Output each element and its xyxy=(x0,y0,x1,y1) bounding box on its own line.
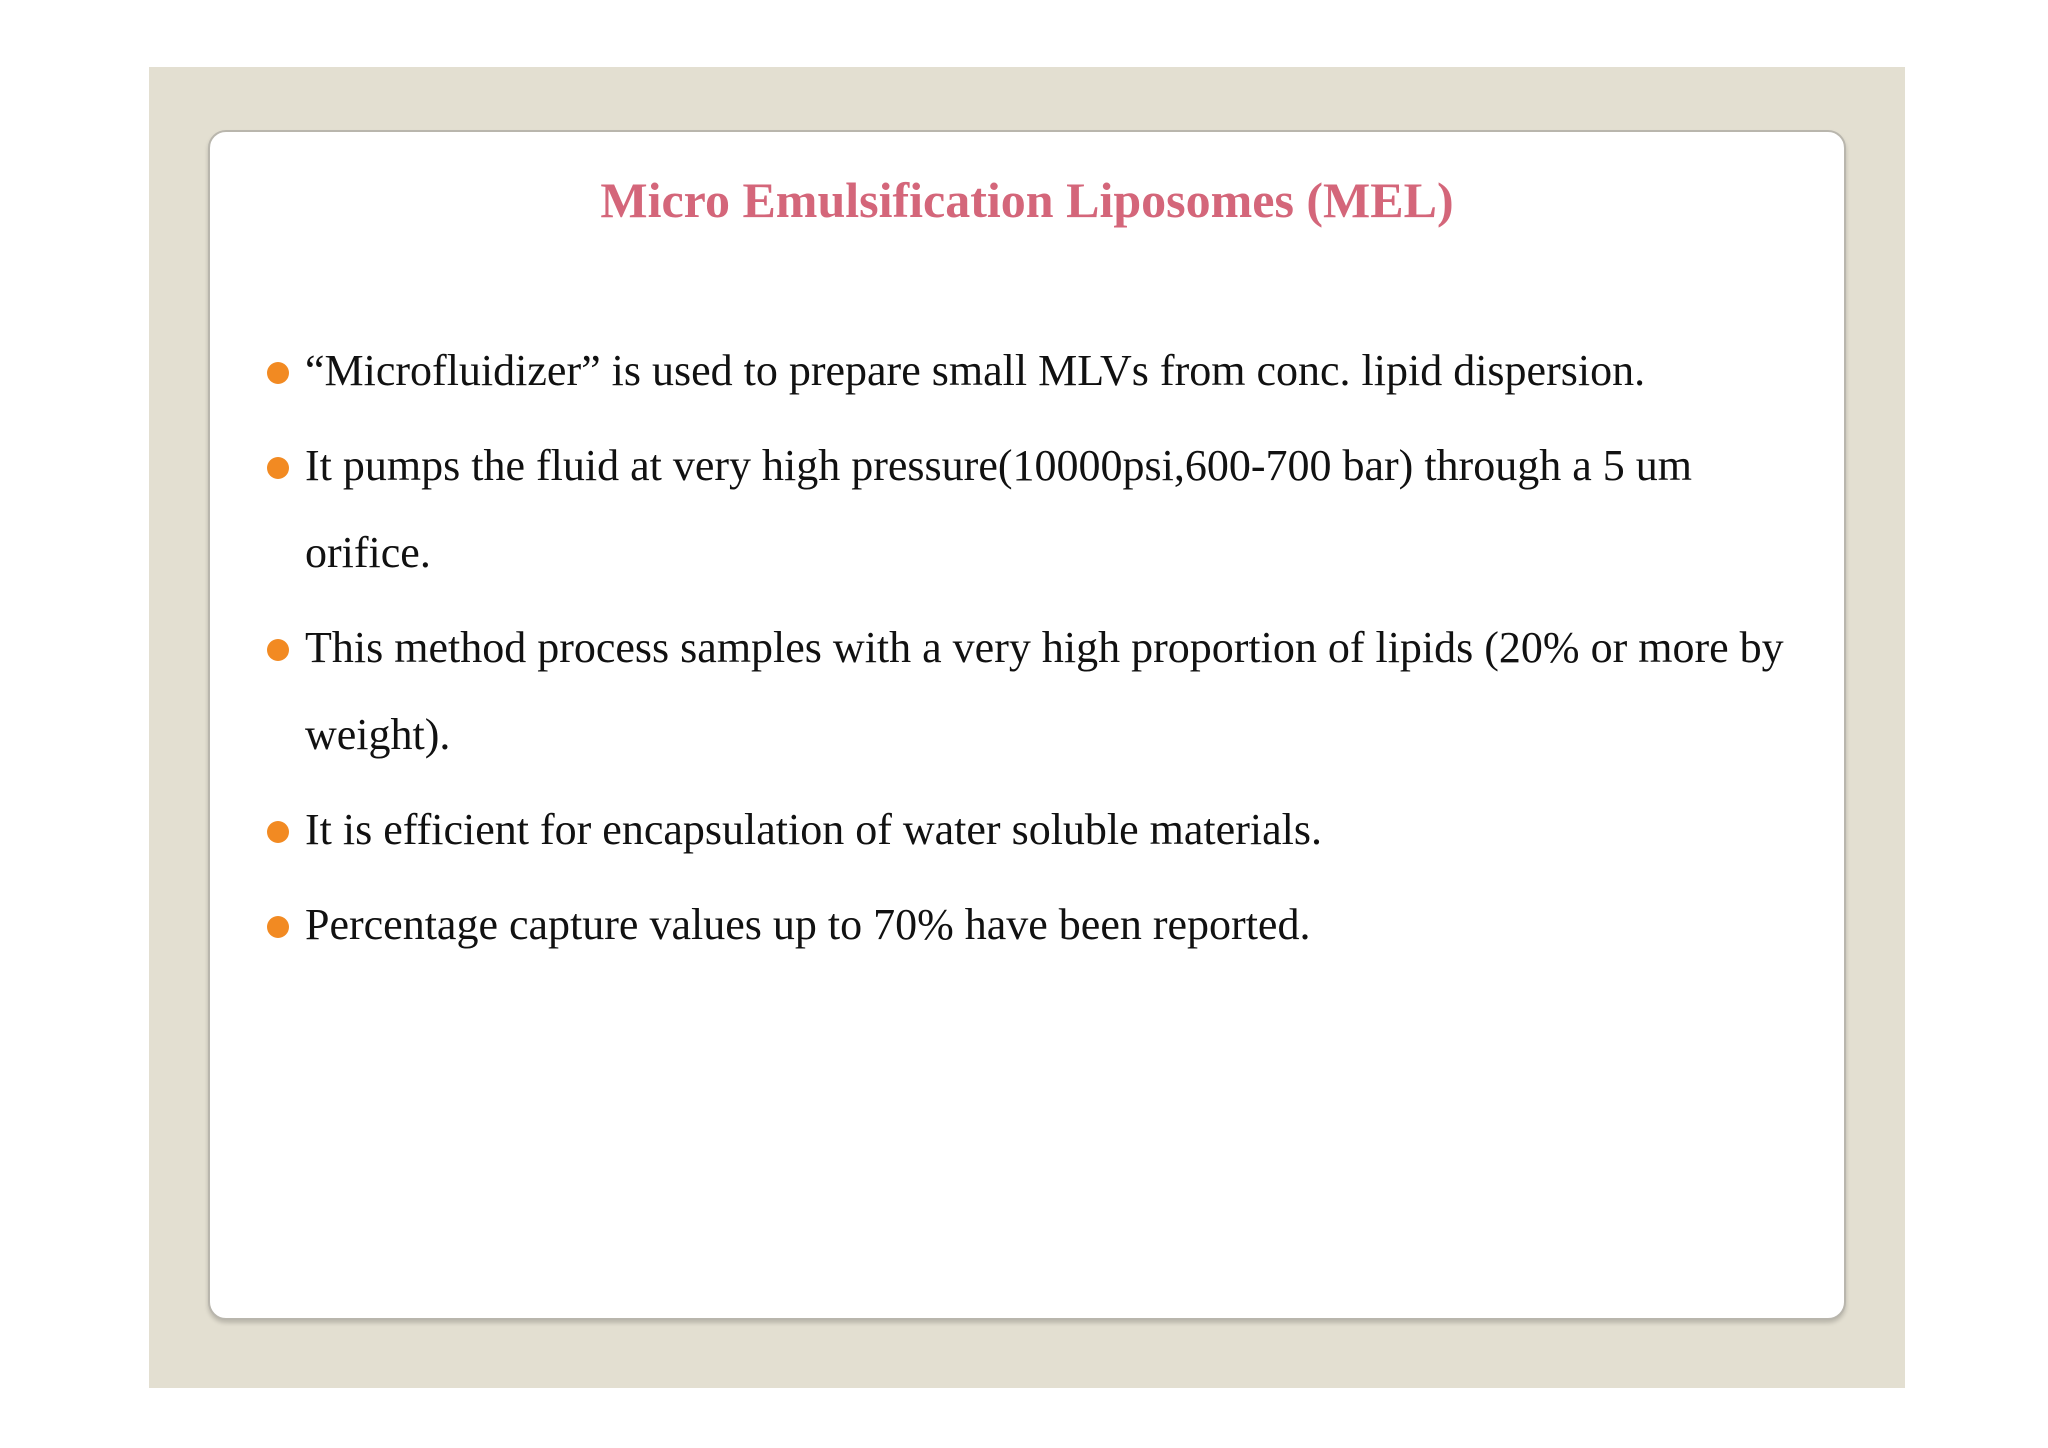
bullet-text: Percentage capture values up to 70% have been reported. xyxy=(305,900,1311,949)
bullet-text: “Microfluidizer” is used to prepare small MLVs from conc. lipid dispersion. xyxy=(305,346,1646,395)
bullet-item xyxy=(254,786,1794,873)
bullet-list xyxy=(254,327,1794,976)
bullet-item xyxy=(254,604,1794,778)
bullet-icon xyxy=(267,457,289,479)
bullet-item xyxy=(254,422,1794,596)
slide-frame xyxy=(149,67,1905,1388)
slide-title: Micro Emulsification Liposomes (MEL) xyxy=(600,172,1454,228)
bullet-item xyxy=(254,327,1794,414)
bullet-icon xyxy=(267,821,289,843)
bullet-icon xyxy=(267,639,289,661)
bullet-icon xyxy=(267,916,289,938)
bullet-icon xyxy=(267,362,289,384)
slide-card xyxy=(208,130,1846,1320)
bullet-text: It is efficient for encapsulation of water soluble materials. xyxy=(305,805,1322,854)
bullet-item xyxy=(254,881,1794,968)
bullet-text: It pumps the fluid at very high pressure(10000psi,600-700 bar) through a 5 um orifice. xyxy=(305,441,1692,577)
bullet-text: This method process samples with a very high proportion of lipids (20% or more by weight). xyxy=(305,623,1784,759)
